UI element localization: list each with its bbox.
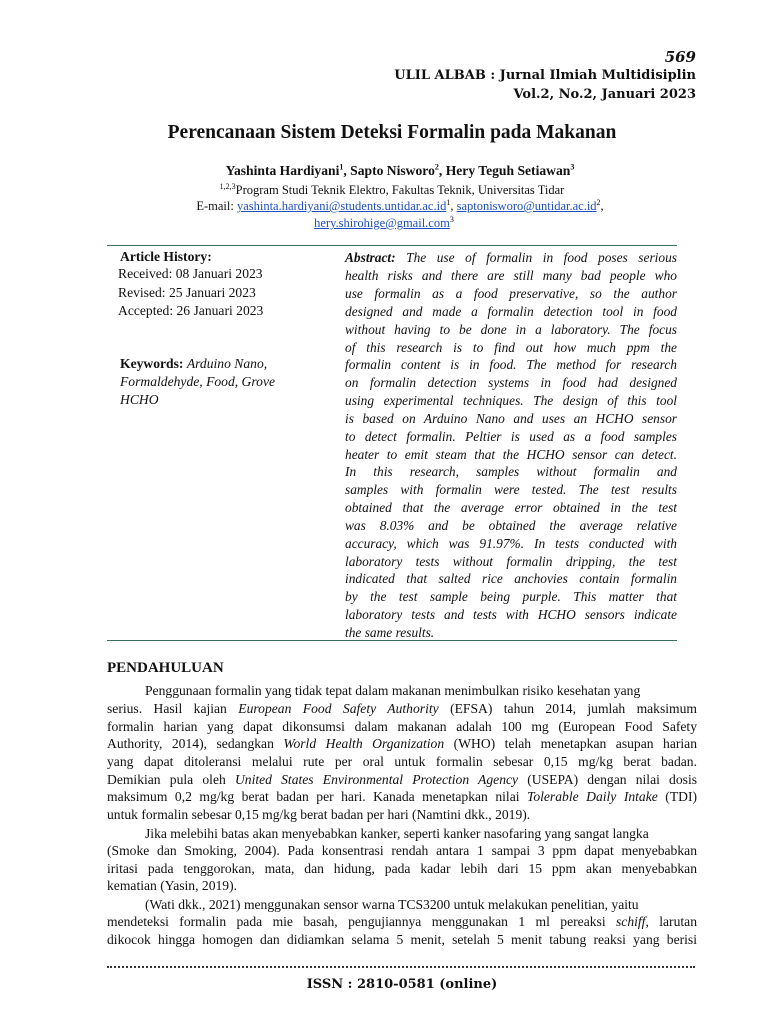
body-text: (Wati dkk., 2021) menggunakan sensor warna TCS3200 untuk melakukan penelitian, yaitu	[145, 897, 639, 912]
abstract-line: designed and made a formalin detection tool in food	[345, 304, 677, 319]
email-label: E-mail:	[196, 199, 234, 213]
author-list: Yashinta Hardiyani$^1$, Sapto Nisworo$^2$, Hery Teguh Setiawan$^3$	[225, 162, 575, 178]
affiliation-text: Program Studi Teknik Elektro, Fakultas Teknik, Universitas Tidar	[235, 183, 565, 197]
affiliation-sup: 1,2,3	[219, 181, 236, 191]
email-link-1[interactable]: yashinta.hardiyani@students.untidar.ac.id	[236, 199, 447, 213]
body-line	[107, 735, 697, 753]
history-accepted: Accepted: 26 Januari 2023	[118, 303, 264, 318]
abstract-line: the same results.	[345, 625, 435, 640]
paper-title: Perencanaan Sistem Deteksi Formalin pada Makanan	[167, 122, 617, 143]
abstract-line: accuracy, which was 91.97%. In tests conducted with	[345, 536, 677, 551]
abstract-line-text: The use of formalin in food poses serious	[406, 250, 677, 265]
body-text: (USEPA) dengan nilai dosis	[518, 772, 698, 787]
email-3-sup: 3	[449, 214, 454, 224]
abstract-line: formalin content is in food. The method for research	[345, 357, 677, 372]
abstract-line: by the test sample being purple. This matter that	[345, 589, 677, 604]
body-line: untuk formalin sebesar 0,15 mg/kg berat badan per hari (Namtini dkk., 2019).	[107, 807, 531, 822]
abstract-line: heater to emit steam that the HCHO sensor can detect.	[345, 447, 677, 462]
keywords-line-3: HCHO	[120, 392, 159, 407]
author-2: Sapto Nisworo	[350, 163, 435, 178]
email-2-sup: 2	[596, 197, 601, 207]
journal-name: ULIL ALBAB : Jurnal Ilmiah Multidisiplin	[394, 68, 696, 83]
keywords	[120, 355, 320, 409]
history-revised: Revised: 25 Januari 2023	[118, 285, 256, 300]
body-line	[107, 682, 697, 700]
abstract-line: is based on Arduino Nano and uses an HCHO sensor	[345, 411, 677, 426]
body-text-italic: World Health Organization	[283, 736, 445, 751]
author-1-sup: 1	[339, 162, 344, 172]
body-line	[107, 896, 697, 914]
abstract-line: using experimental techniques. The design of this tool	[345, 393, 677, 408]
body-text: Demikian pula oleh	[107, 772, 235, 787]
abstract-line: without having to be done in a laboratory. The focus	[345, 322, 677, 337]
email-line-2	[0, 216, 768, 231]
body-text: Penggunaan formalin yang tidak tepat dalam makanan menimbulkan risiko kesehatan yang	[145, 683, 641, 698]
body-line: yang dapat ditoleransi melalui rute per oral untuk formalin sebesar 0,15 mg/kg berat badan.	[107, 754, 697, 769]
body-text: mendeteksi formalin pada mie basah, pengujiannya menggunakan 1 ml pereaksi	[107, 914, 616, 929]
abstract-line: health risks and there are still many bad people who	[345, 268, 677, 283]
keywords-line-1: Arduino Nano,	[186, 356, 268, 371]
history-received: Received: 08 Januari 2023	[118, 266, 263, 281]
body-line: dikocok hingga homogen dan didiamkan selama 5 menit, setelah 5 menit tabung reaksi yang berisi	[107, 932, 697, 947]
body-line: (Smoke dan Smoking, 2004). Pada konsentrasi rendah antara 1 sampai 3 ppm dapat menyebabkan	[107, 843, 697, 858]
body-text: (TDI)	[657, 789, 697, 804]
body-line	[107, 913, 697, 931]
footer-issn: ISSN : 2810-0581 (online)	[306, 977, 498, 992]
body-line	[107, 700, 697, 718]
abstract-line: on formalin detection systems in food had designed	[345, 375, 677, 390]
body-text: (WHO) telah menetapkan asupan harian	[444, 736, 698, 751]
abstract-line: use formalin as a food preservative, so the author	[345, 286, 677, 301]
email-link-2[interactable]: saptonisworo@untidar.ac.id	[456, 199, 597, 213]
body-line: kematian (Yasin, 2019).	[107, 878, 238, 893]
abstract-top-rule	[107, 245, 677, 246]
body-text: (EFSA) tahun 2014, jumlah maksimum	[438, 701, 697, 716]
abstract-line: indicated that salted rice anchovies contain formalin	[345, 571, 677, 586]
author-3: Hery Teguh Setiawan	[445, 163, 571, 178]
abstract-line: laboratory tests without formalin dripping, the test	[345, 554, 677, 569]
body-text: maksimum 0,2 mg/kg berat badan per hari. Kanada menetapkan nilai	[107, 789, 528, 804]
body-text-italic: Tolerable Daily Intake	[527, 789, 658, 804]
abstract-line: samples with formalin were tested. The test results	[345, 482, 677, 497]
abstract-label: Abstract:	[345, 250, 396, 265]
abstract-line	[345, 249, 677, 267]
abstract-line: was 8.03% and be obtained the average relative	[345, 518, 677, 533]
body-text: serius. Hasil kajian	[107, 701, 239, 716]
footer-dotted-rule	[107, 966, 695, 968]
abstract-line: obtained that the average error obtained in the test	[345, 500, 677, 515]
journal-volume: Vol.2, No.2, Januari 2023	[513, 87, 696, 102]
abstract-line: In this research, samples without formalin and	[345, 464, 677, 479]
body-line: formalin harian yang dapat dikonsumsi dalam makanan adalah 100 mg (European Food Safety	[107, 719, 697, 734]
body-line	[107, 771, 697, 789]
body-text: , larutan	[645, 914, 697, 929]
email-line: E-mail: $yashinta.hardiyani@students.untidar.ac.id^1$, $saptonisworo@untidar.ac.id^2$,	[196, 197, 604, 213]
abstract-line: laboratory tests and tests with HCHO sensors indicate	[345, 607, 677, 622]
email-link-3[interactable]: hery.shirohige@gmail.com	[314, 216, 450, 230]
keywords-label: Keywords:	[120, 356, 184, 371]
section-heading: PENDAHULUAN	[107, 660, 224, 676]
history-label: Article History:	[120, 249, 212, 264]
body-text-italic: European Food Safety Authority	[238, 701, 439, 716]
abstract-line: to detect formalin. Peltier is used as a food samples	[345, 429, 677, 444]
body-line: iritasi pada tenggorokan, mata, dan hidung, pada kadar lebih dari 15 ppm akan menyebabkan	[107, 861, 697, 876]
affiliation	[0, 183, 768, 198]
keywords-line-2: Formaldehyde, Food, Grove	[120, 374, 276, 389]
abstract-line: of this research is to find out how much ppm the	[345, 340, 677, 355]
body-text: Jika melebihi batas akan menyebabkan kanker, seperti kanker nasofaring yang sangat langka	[145, 826, 649, 841]
author-2-sup: 2	[434, 162, 439, 172]
page-number: 569	[664, 48, 696, 66]
author-1: Yashinta Hardiyani	[225, 163, 340, 178]
body-text-italic: United States Environmental Protection Agency	[234, 772, 519, 787]
body-text: Authority, 2014), sedangkan	[107, 736, 284, 751]
body-line	[107, 788, 697, 806]
body-line	[107, 825, 697, 843]
email-1-sup: 1	[446, 197, 451, 207]
body-text-italic: schiff	[616, 914, 646, 929]
author-3-sup: 3	[570, 162, 575, 172]
